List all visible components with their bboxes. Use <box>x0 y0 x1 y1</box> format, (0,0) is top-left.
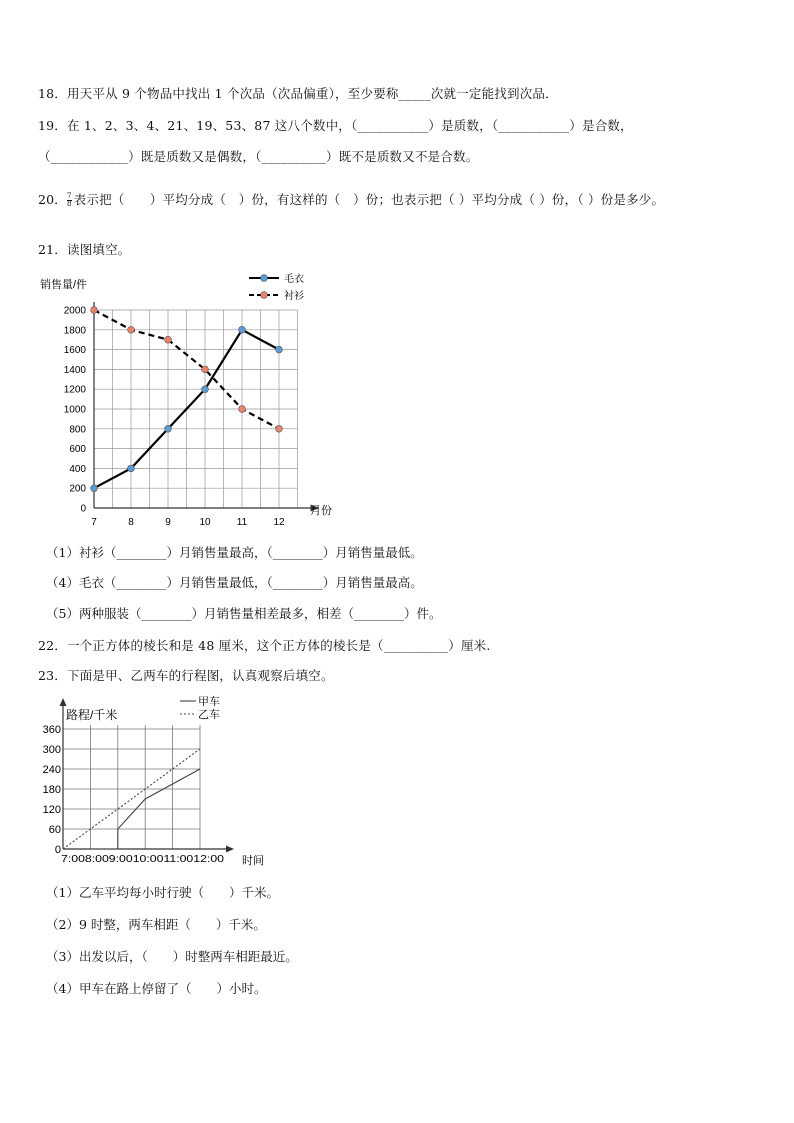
question-number: 20． <box>38 192 68 207</box>
question-21-part-1: （1）衬衫（________）月销售量最高，（________）月销售量最低。 <box>46 545 423 560</box>
x-tick-label: 9 <box>165 517 171 528</box>
question-23: 23．下面是甲、乙两车的行程图，认真观察后填空。 <box>38 668 334 683</box>
legend-label: 甲车 <box>198 696 220 708</box>
y-tick-label: 2000 <box>63 305 86 317</box>
y-tick-label: 240 <box>42 764 61 776</box>
question-21: 21．读图填空。 <box>38 242 131 257</box>
y-tick-label: 60 <box>48 824 61 836</box>
data-point <box>91 485 98 492</box>
x-axis-arrow <box>226 846 234 853</box>
legend-marker <box>261 292 268 299</box>
legend-label: 衬衫 <box>284 291 304 302</box>
data-point <box>128 326 135 333</box>
y-tick-label: 1200 <box>63 384 86 396</box>
question-18: 18．用天平从 9 个物品中找出 1 个次品（次品偏重），至少要称_____次就一定能找到次品． <box>38 86 558 101</box>
y-tick-label: 1400 <box>63 364 86 376</box>
fraction <box>67 193 72 208</box>
fraction-numerator: 7 <box>67 192 72 200</box>
data-point <box>202 366 209 373</box>
y-axis-arrow <box>60 698 67 706</box>
chart-legend <box>249 272 304 302</box>
question-23-part-4: （4）甲车在路上停留了（ ）小时。 <box>46 981 267 996</box>
series-line-car-yi <box>63 749 200 849</box>
x-tick-label: 11 <box>236 517 248 528</box>
question-23-part-2: （2）9 时整，两车相距（ ）千米。 <box>46 917 266 932</box>
chart-legend <box>180 695 220 721</box>
data-point <box>91 307 98 314</box>
fraction-denominator: 8 <box>67 200 72 208</box>
y-tick-label: 1000 <box>63 404 86 416</box>
y-tick-label: 120 <box>42 804 61 816</box>
y-tick-label: 0 <box>54 844 61 856</box>
question-21-part-4: （4）毛衣（________）月销售量最低，（________）月销售量最高。 <box>46 575 423 590</box>
question-23-part-3: （3）出发以后，（ ）时整两车相距最近。 <box>46 949 298 964</box>
x-tick-labels: 7:008:009:0010:0011:0012:00 <box>61 853 225 865</box>
sales-line-chart <box>36 268 336 530</box>
x-tick-label: 10 <box>199 517 211 528</box>
question-20 <box>38 190 664 208</box>
y-tick-label: 180 <box>42 784 61 796</box>
chart-tick-labels <box>64 306 285 529</box>
y-axis-label: 销售量/件 <box>40 279 88 291</box>
question-21-part-5: （5）两种服装（________）月销售量相差最多，相差（________）件。 <box>46 606 442 621</box>
travel-line-chart <box>36 692 286 870</box>
legend-label: 毛衣 <box>284 274 304 285</box>
y-tick-label: 360 <box>42 724 61 736</box>
data-point <box>239 326 246 333</box>
data-point <box>276 346 283 353</box>
x-tick-label: 8 <box>128 517 134 528</box>
question-text: 表示把（ ）平均分成（ ）份，有这样的（ ）份；也表示把（ ）平均分成（ ）份，（ ）份是多少。 <box>73 192 665 207</box>
legend-marker <box>261 275 268 282</box>
data-point <box>276 425 283 432</box>
question-23-part-1: （1）乙车平均每小时行驶（ ）千米。 <box>46 885 279 900</box>
y-tick-label: 200 <box>69 483 86 495</box>
data-point <box>128 465 135 472</box>
question-22: 22．一个正方体的棱长和是 48 厘米，这个正方体的棱长是（__________）厘米. <box>38 638 491 653</box>
y-tick-label: 400 <box>69 463 86 475</box>
data-point <box>202 386 209 393</box>
x-axis-label: 时间 <box>242 855 264 867</box>
x-axis-label: 月份 <box>310 505 332 517</box>
x-tick-label: 12 <box>273 517 285 528</box>
y-axis-label: 路程/千米 <box>66 708 118 722</box>
data-point <box>165 336 172 343</box>
data-point <box>239 406 246 413</box>
y-tick-label: 600 <box>69 444 86 456</box>
chart-series <box>63 749 200 849</box>
question-19-line1: 19．在 1、2、3、4、21、19、53、87 这八个数中，（___________）是质数，（___________）是合数， <box>38 118 633 133</box>
y-tick-label: 1600 <box>63 345 86 357</box>
chart-grid <box>94 310 298 508</box>
legend-label: 乙车 <box>198 709 220 721</box>
data-point <box>165 425 172 432</box>
y-tick-label: 800 <box>69 424 86 436</box>
question-19-line2: （____________）既是质数又是偶数，（__________）既不是质数又不是合数。 <box>38 149 479 164</box>
y-tick-label: 300 <box>42 744 61 756</box>
x-tick-label: 7 <box>91 517 97 528</box>
y-tick-label: 1800 <box>63 325 86 337</box>
chart-axes <box>94 302 320 512</box>
y-tick-label: 0 <box>80 503 86 515</box>
chart-grid <box>63 725 200 849</box>
